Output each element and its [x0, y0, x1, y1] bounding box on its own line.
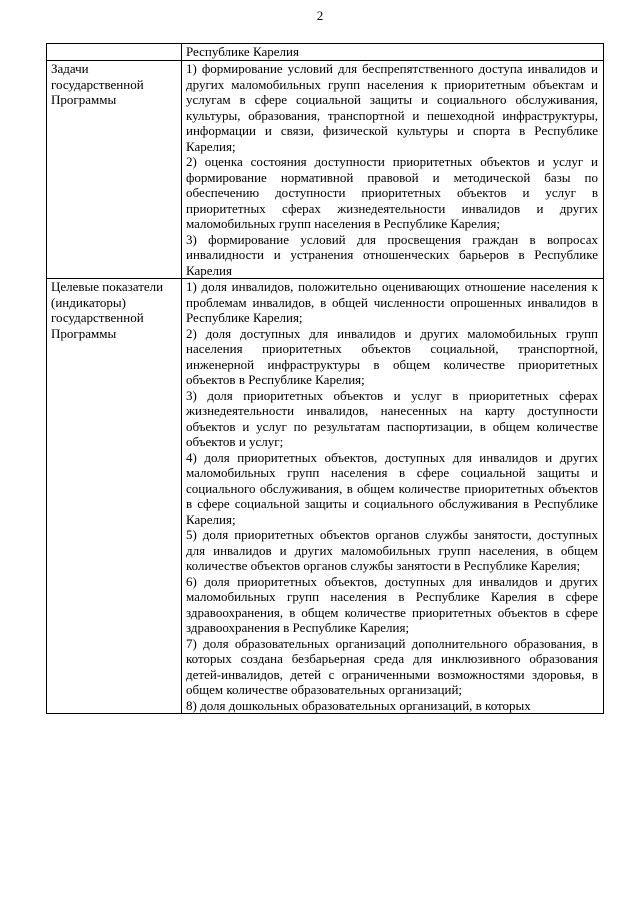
list-item: 5) доля приоритетных объектов органов службы занятости, доступных для инвалидов и других маломобильных групп населения, в общем количестве объектов органов службы занятости в Республике Карелия; — [186, 527, 598, 573]
list-item: 6) доля приоритетных объектов, доступных для инвалидов и других маломобильных групп населения в Республике Карелия в сфере здравоохранения, в общем количестве приоритетных объектов в сфере здравоохранения в Республике Карелия; — [186, 573, 598, 635]
list-item: 8) доля дошкольных образовательных организаций, в которых — [186, 697, 531, 713]
list-item: 1) доля инвалидов, положительно оценивающих отношение населения к проблемам инвалидов, в общей численности опрошенных инвалидов в Республике Карелия; — [186, 279, 598, 325]
list-item: 1) формирование условий для беспрепятственного доступа инвалидов и других маломобильных групп населения к приоритетным объектам и услугам в сфере социальной защиты и социального обслуживания, культуры, образования, транспортной и пешеходной инфраструктуры, информации и связи, физической культуры и спорта в Республике Карелия; — [186, 61, 598, 154]
row-content — [182, 279, 604, 714]
row-label — [47, 44, 182, 61]
list-item: 2) оценка состояния доступности приоритетных объектов и услуг и формирование нормативной правовой и методической базы по обеспечению доступности приоритетных объектов и услуг в приоритетных сферах жизнедеятельности инвалидов и других маломобильных групп населения в Республике Карелия; — [186, 154, 598, 231]
list-item: 3) доля приоритетных объектов и услуг в приоритетных сферах жизнедеятельности инвалидов, нанесенных на карту доступности объектов и услуг по результатам паспортизации, в общем количестве объектов и услуг; — [186, 387, 598, 449]
list-item: Республике Карелия — [186, 44, 299, 59]
list-item: 3) формирование условий для просвещения граждан в вопросах инвалидности и устранения отношенческих барьеров в Республике Карелия — [186, 231, 598, 278]
row-label: Задачи государственной Программы — [47, 61, 182, 279]
page-number: 2 — [316, 8, 324, 23]
list-item: 2) доля доступных для инвалидов и других маломобильных групп населения приоритетных объектов социальной, транспортной, инженерной инфраструктуры в общем количестве приоритетных объектов в Республике Карелия; — [186, 325, 598, 387]
row-label: Целевые показатели (индикаторы) государственной Программы — [47, 279, 182, 714]
program-passport-table — [46, 43, 604, 714]
table-row — [47, 44, 604, 61]
row-content — [182, 61, 604, 279]
table-row — [47, 61, 604, 279]
list-item: 7) доля образовательных организаций дополнительного образования, в которых создана безбарьерная среда для инклюзивного образования детей-инвалидов, детей с ограниченными возможностями здоровья, в общем количестве образовательных организаций; — [186, 635, 598, 697]
table-row — [47, 279, 604, 714]
row-content — [182, 44, 604, 61]
list-item: 4) доля приоритетных объектов, доступных для инвалидов и других маломобильных групп населения в сфере социальной защиты и социального обслуживания, в общем количестве приоритетных объектов в сфере социальной защиты и социального обслуживания в Республике Карелия; — [186, 449, 598, 527]
